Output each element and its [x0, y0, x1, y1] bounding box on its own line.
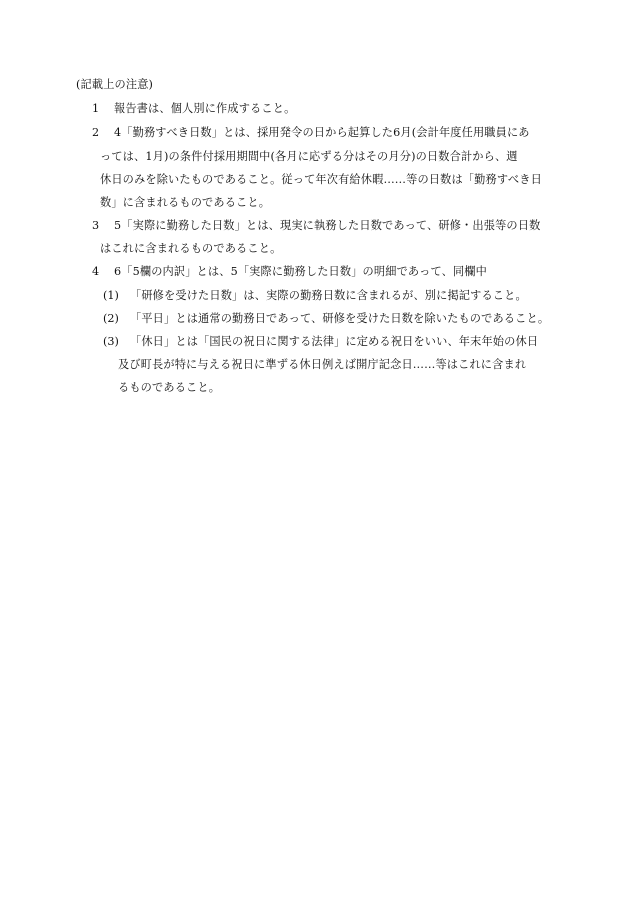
- item-number: 2: [92, 126, 100, 139]
- item-number: 3: [92, 219, 100, 232]
- notes-heading: (記載上の注意): [76, 78, 154, 91]
- item-text-line: っては、1月)の条件付採用期間中(各月に応ずる分はその月分)の日数合計から、週: [100, 150, 518, 163]
- item-text-line: 報告書は、個人別に作成すること。: [114, 102, 296, 115]
- item-text-line: 6「5欄の内訳」とは、5「実際に勤務した日数」の明細であって、同欄中: [114, 265, 487, 278]
- subitem-number: (2): [103, 312, 119, 325]
- subitem-number: (3): [103, 335, 119, 348]
- subitem-number: (1): [103, 289, 119, 302]
- subitem-text-line: 「平日」とは通常の勤務日であって、研修を受けた日数を除いたものであること。: [130, 312, 550, 325]
- item-number: 1: [92, 102, 100, 115]
- item-text-line: 休日のみを除いたものであること。従って年次有給休暇……等の日数は「勤務すべき日: [100, 173, 542, 186]
- item-number: 4: [92, 265, 100, 278]
- subitem-text-line: 「研修を受けた日数」は、実際の勤務日数に含まれるが、別に掲記すること。: [130, 289, 527, 302]
- item-text-line: 数」に含まれるものであること。: [100, 196, 271, 209]
- item-text-line: はこれに含まれるものであること。: [100, 242, 282, 255]
- subitem-text-line: 及び町長が特に与える祝日に準ずる休日例えば開庁記念日……等はこれに含まれ: [118, 358, 527, 371]
- subitem-text-line: 「休日」とは「国民の祝日に関する法律」に定める祝日をいい、年末年始の休日: [130, 335, 539, 348]
- item-text-line: 4「勤務すべき日数」とは、採用発令の日から起算した6月(会計年度任用職員にあ: [114, 126, 530, 139]
- subitem-text-line: るものであること。: [118, 381, 221, 394]
- item-text-line: 5「実際に勤務した日数」とは、現実に執務した日数であって、研修・出張等の日数: [114, 219, 541, 232]
